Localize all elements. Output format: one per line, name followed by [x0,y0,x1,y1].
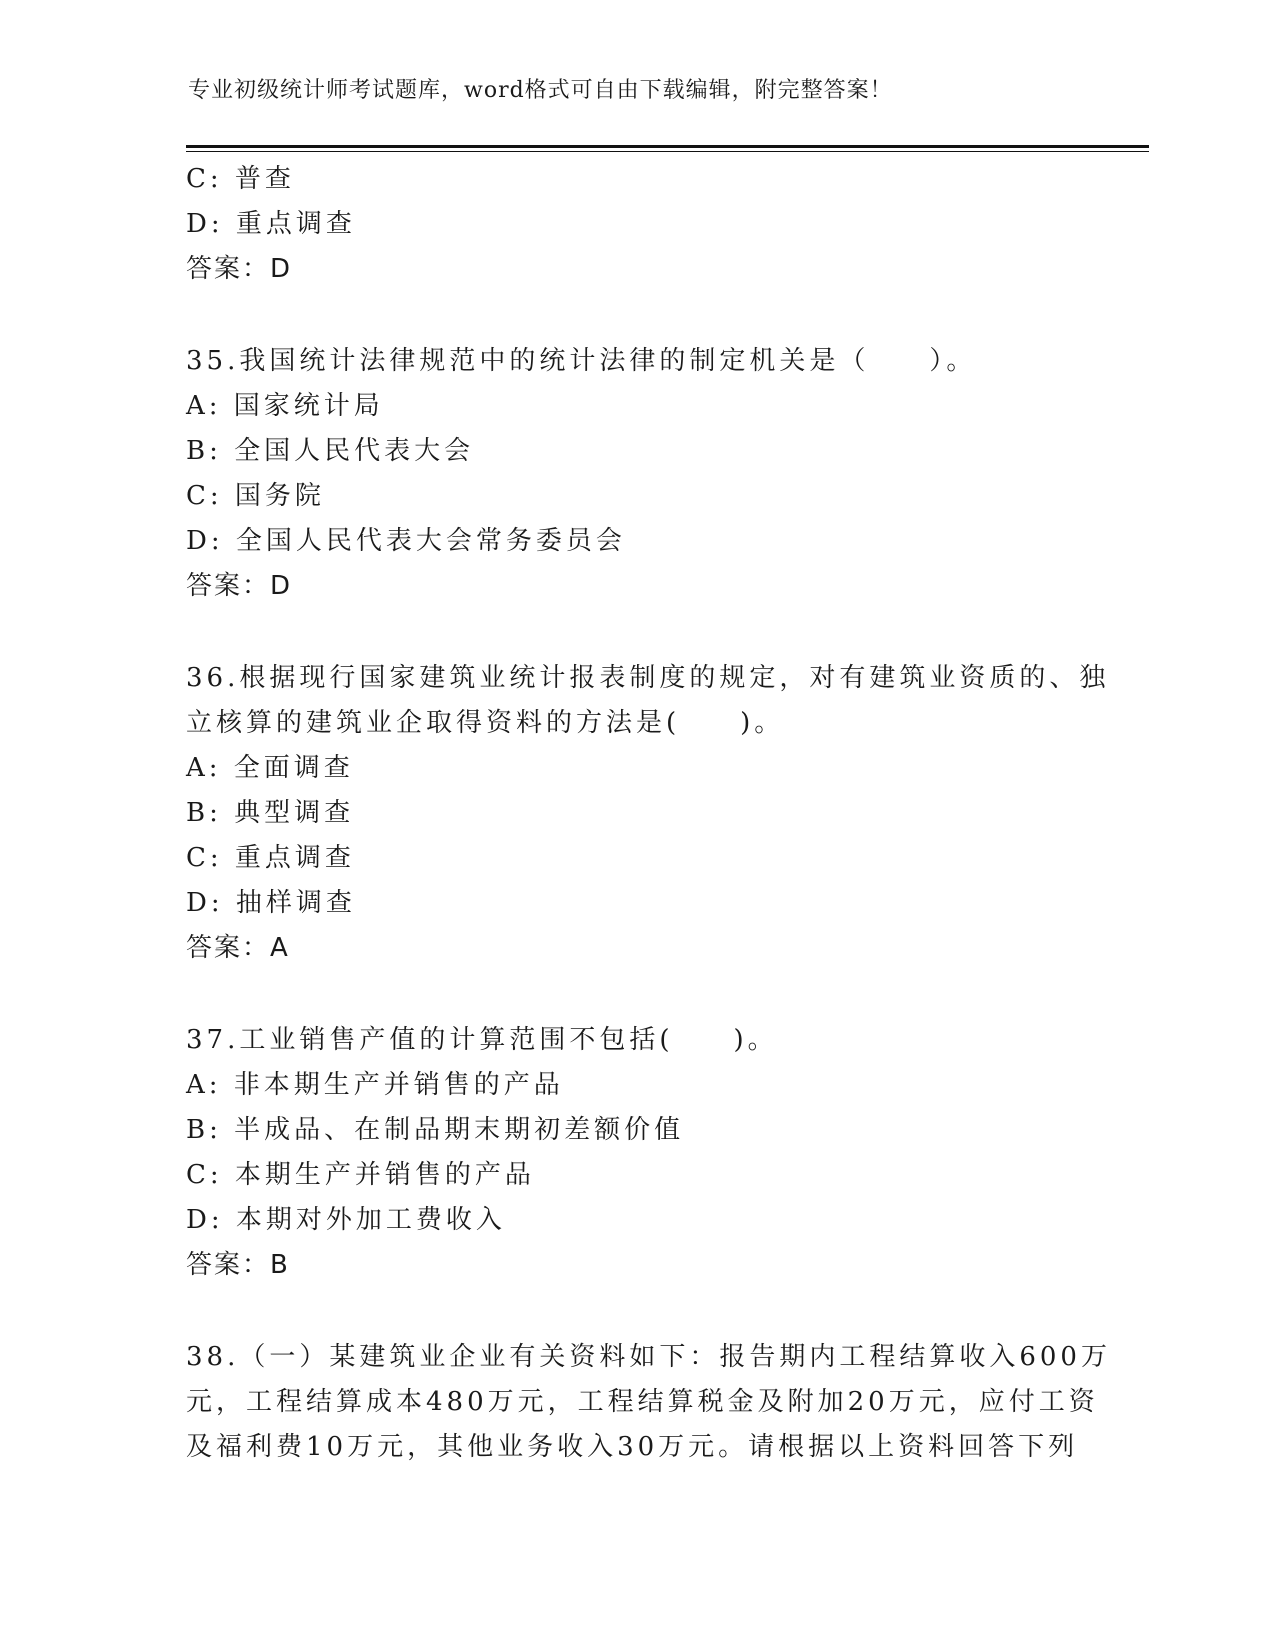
question-block-prev [186,157,1086,292]
stem-line: 及福利费10万元，其他业务收入30万元。请根据以上资料回答下列 [186,1432,1079,1462]
option-d: D: 重点调查 [186,209,356,239]
option-c: C: 重点调查 [186,843,355,873]
question-stem [186,1335,1111,1470]
stem-line: 元，工程结算成本480万元，工程结算税金及附加20万元，应付工资 [186,1387,1099,1417]
question-stem: 37.工业销售产值的计算范围不包括( )。 [186,1025,778,1055]
question-block-35 [186,339,1086,609]
stem-line: 立核算的建筑业企取得资料的方法是( )。 [186,708,785,738]
question-stem [186,656,1110,746]
spacer [186,292,1086,339]
option-b: B: 半成品、在制品期末期初差额价值 [186,1115,685,1145]
option-b: B: 全国人民代表大会 [186,436,475,466]
answer-line: 答案：A [186,933,290,963]
answer-line: 答案：D [186,254,293,284]
option-a: A: 国家统计局 [186,391,384,421]
option-a: A: 全面调查 [186,753,354,783]
answer-line: 答案：D [186,571,293,601]
header-divider [186,145,1149,152]
option-d: D: 本期对外加工费收入 [186,1205,506,1235]
page-header: 专业初级统计师考试题库，word格式可自由下载编辑，附完整答案！ [188,78,893,103]
option-c: C: 普查 [186,164,295,194]
question-content [186,157,1111,1470]
spacer [186,1288,1086,1335]
answer-line: 答案：B [186,1250,290,1280]
option-b: B: 典型调查 [186,798,355,828]
stem-line: 38.（一）某建筑业企业有关资料如下：报告期内工程结算收入600万 [186,1342,1111,1372]
option-d: D: 全国人民代表大会常务委员会 [186,526,626,556]
option-d: D: 抽样调查 [186,888,356,918]
spacer [186,609,1086,656]
question-block-37 [186,1018,1086,1288]
stem-line: 36.根据现行国家建筑业统计报表制度的规定，对有建筑业资质的、独 [186,663,1110,693]
question-block-36 [186,656,1110,971]
spacer [186,971,1086,1018]
option-a: A: 非本期生产并销售的产品 [186,1070,564,1100]
option-c: C: 国务院 [186,481,325,511]
question-block-38 [186,1335,1111,1470]
question-stem: 35.我国统计法律规范中的统计法律的制定机关是（ ）。 [186,346,977,376]
option-c: C: 本期生产并销售的产品 [186,1160,535,1190]
